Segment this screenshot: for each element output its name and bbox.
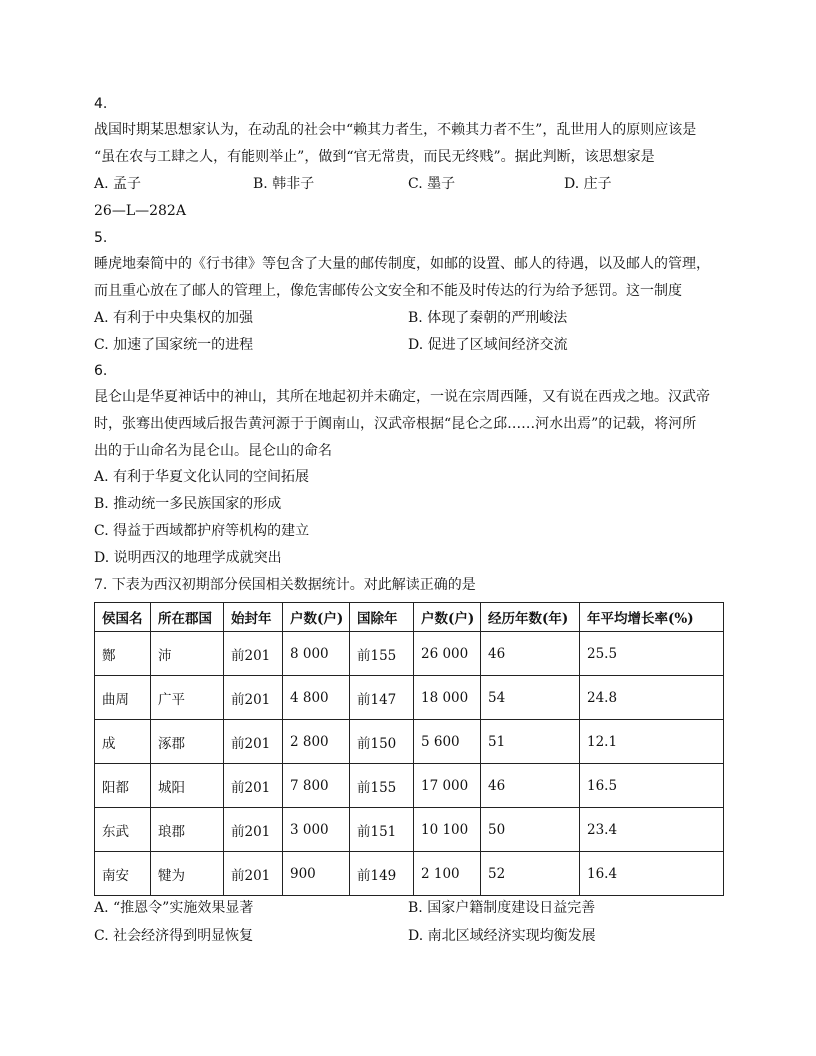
table-cell: 前201	[224, 808, 283, 852]
table-cell: 50	[481, 808, 580, 852]
table-cell: 琅郡	[151, 808, 224, 852]
table-cell: 3 000	[283, 808, 350, 852]
table-cell: 东武	[95, 808, 151, 852]
table-cell: 23.4	[580, 808, 724, 852]
table-cell: 前201	[224, 720, 283, 764]
table-cell: 南安	[95, 852, 151, 896]
table-row	[95, 676, 724, 720]
q4-option-c: C. 墨子	[408, 176, 456, 192]
header-cell: 所在郡国	[151, 603, 224, 632]
q5-option-c: C. 加速了国家统一的进程	[94, 337, 254, 353]
header-cell: 经历年数(年)	[481, 603, 580, 632]
table-cell: 5 600	[414, 720, 481, 764]
q6-option-c: C. 得益于西域都护府等机构的建立	[94, 523, 310, 539]
q4-option-a: A. 孟子	[94, 176, 142, 192]
q4-stem-line-1: 战国时期某思想家认为，在动乱的社会中“赖其力者生，不赖其力者不生”，乱世用人的原则应该是	[94, 122, 697, 138]
q7-option-d: D. 南北区域经济实现均衡发展	[408, 928, 596, 944]
table-cell: 前150	[350, 720, 414, 764]
table-cell: 52	[481, 852, 580, 896]
q5-stem-line-2: 而且重心放在了邮人的管理上，像危害邮传公文安全和不能及时传达的行为给予惩罚。这一制度	[94, 283, 682, 299]
table-cell: 24.8	[580, 676, 724, 720]
q5-number: 5.	[94, 230, 108, 246]
table-cell: 2 800	[283, 720, 350, 764]
header-cell: 户数(户)	[414, 603, 481, 632]
table-cell: 12.1	[580, 720, 724, 764]
header-cell: 侯国名	[95, 603, 151, 632]
header-cell: 始封年	[224, 603, 283, 632]
table-row	[95, 852, 724, 896]
q7-option-a: A. “推恩令”实施效果显著	[94, 900, 254, 916]
q4-option-d: D. 庄子	[564, 176, 612, 192]
table-cell: 前201	[224, 632, 283, 676]
table-cell: 54	[481, 676, 580, 720]
q6-option-b: B. 推动统一多民族国家的形成	[94, 496, 282, 512]
header-cell: 国除年	[350, 603, 414, 632]
table-row	[95, 764, 724, 808]
table-cell: 7 800	[283, 764, 350, 808]
q4-option-b: B. 韩非子	[253, 176, 315, 192]
table-header-row	[95, 603, 724, 632]
table-cell: 成	[95, 720, 151, 764]
q4-number: 4.	[94, 96, 108, 112]
table-cell: 51	[481, 720, 580, 764]
table-row	[95, 632, 724, 676]
q6-option-d: D. 说明西汉的地理学成就突出	[94, 550, 282, 566]
doc-code: 26—L—282A	[94, 203, 186, 219]
table-cell: 阳都	[95, 764, 151, 808]
q7-option-c: C. 社会经济得到明显恢复	[94, 928, 254, 944]
table-cell: 18 000	[414, 676, 481, 720]
table-cell: 2 100	[414, 852, 481, 896]
table-cell: 前201	[224, 852, 283, 896]
q7-stem: 7. 下表为西汉初期部分侯国相关数据统计。对此解读正确的是	[94, 577, 476, 593]
table-cell: 46	[481, 632, 580, 676]
table-cell: 酂	[95, 632, 151, 676]
table-cell: 16.5	[580, 764, 724, 808]
table-cell: 前151	[350, 808, 414, 852]
table-cell: 前201	[224, 764, 283, 808]
q4-stem-line-2: “虽在农与工肆之人，有能则举止”，做到“官无常贵，而民无终贱”。据此判断，该思想家是	[94, 149, 655, 165]
table-cell: 8 000	[283, 632, 350, 676]
q6-stem-line-3: 出的于山命名为昆仑山。昆仑山的命名	[94, 443, 332, 459]
header-cell: 户数(户)	[283, 603, 350, 632]
q7-option-b: B. 国家户籍制度建设日益完善	[408, 900, 596, 916]
q6-option-a: A. 有利于华夏文化认同的空间拓展	[94, 469, 310, 485]
table-cell: 16.4	[580, 852, 724, 896]
table-cell: 沛	[151, 632, 224, 676]
table-cell: 前201	[224, 676, 283, 720]
table-cell: 26 000	[414, 632, 481, 676]
q6-stem-line-1: 昆仑山是华夏神话中的神山，其所在地起初并未确定，一说在宗周西陲，又有说在西戎之地。汉武帝	[94, 389, 710, 405]
table-cell: 17 000	[414, 764, 481, 808]
header-cell: 年平均增长率(%)	[580, 603, 724, 632]
table-cell: 900	[283, 852, 350, 896]
table-cell: 前147	[350, 676, 414, 720]
table-cell: 犍为	[151, 852, 224, 896]
table-cell: 前155	[350, 632, 414, 676]
marquis-states-table	[94, 602, 724, 896]
q5-stem-line-1: 睡虎地秦简中的《行书律》等包含了大量的邮传制度，如邮的设置、邮人的待遇，以及邮人的管理，	[94, 256, 710, 272]
table-row	[95, 720, 724, 764]
q6-stem-line-2: 时，张骞出使西域后报告黄河源于于阗南山，汉武帝根据“昆仑之邱……河水出焉”的记载，将河所	[94, 416, 697, 432]
table-cell: 城阳	[151, 764, 224, 808]
table-cell: 曲周	[95, 676, 151, 720]
q5-option-a: A. 有利于中央集权的加强	[94, 310, 254, 326]
q5-option-b: B. 体现了秦朝的严刑峻法	[408, 310, 568, 326]
table-cell: 10 100	[414, 808, 481, 852]
table-row	[95, 808, 724, 852]
table-cell: 4 800	[283, 676, 350, 720]
q5-option-d: D. 促进了区域间经济交流	[408, 337, 568, 353]
q6-number: 6.	[94, 363, 108, 379]
table-cell: 46	[481, 764, 580, 808]
table-cell: 广平	[151, 676, 224, 720]
table-cell: 前155	[350, 764, 414, 808]
table-cell: 前149	[350, 852, 414, 896]
table-cell: 25.5	[580, 632, 724, 676]
table-cell: 涿郡	[151, 720, 224, 764]
